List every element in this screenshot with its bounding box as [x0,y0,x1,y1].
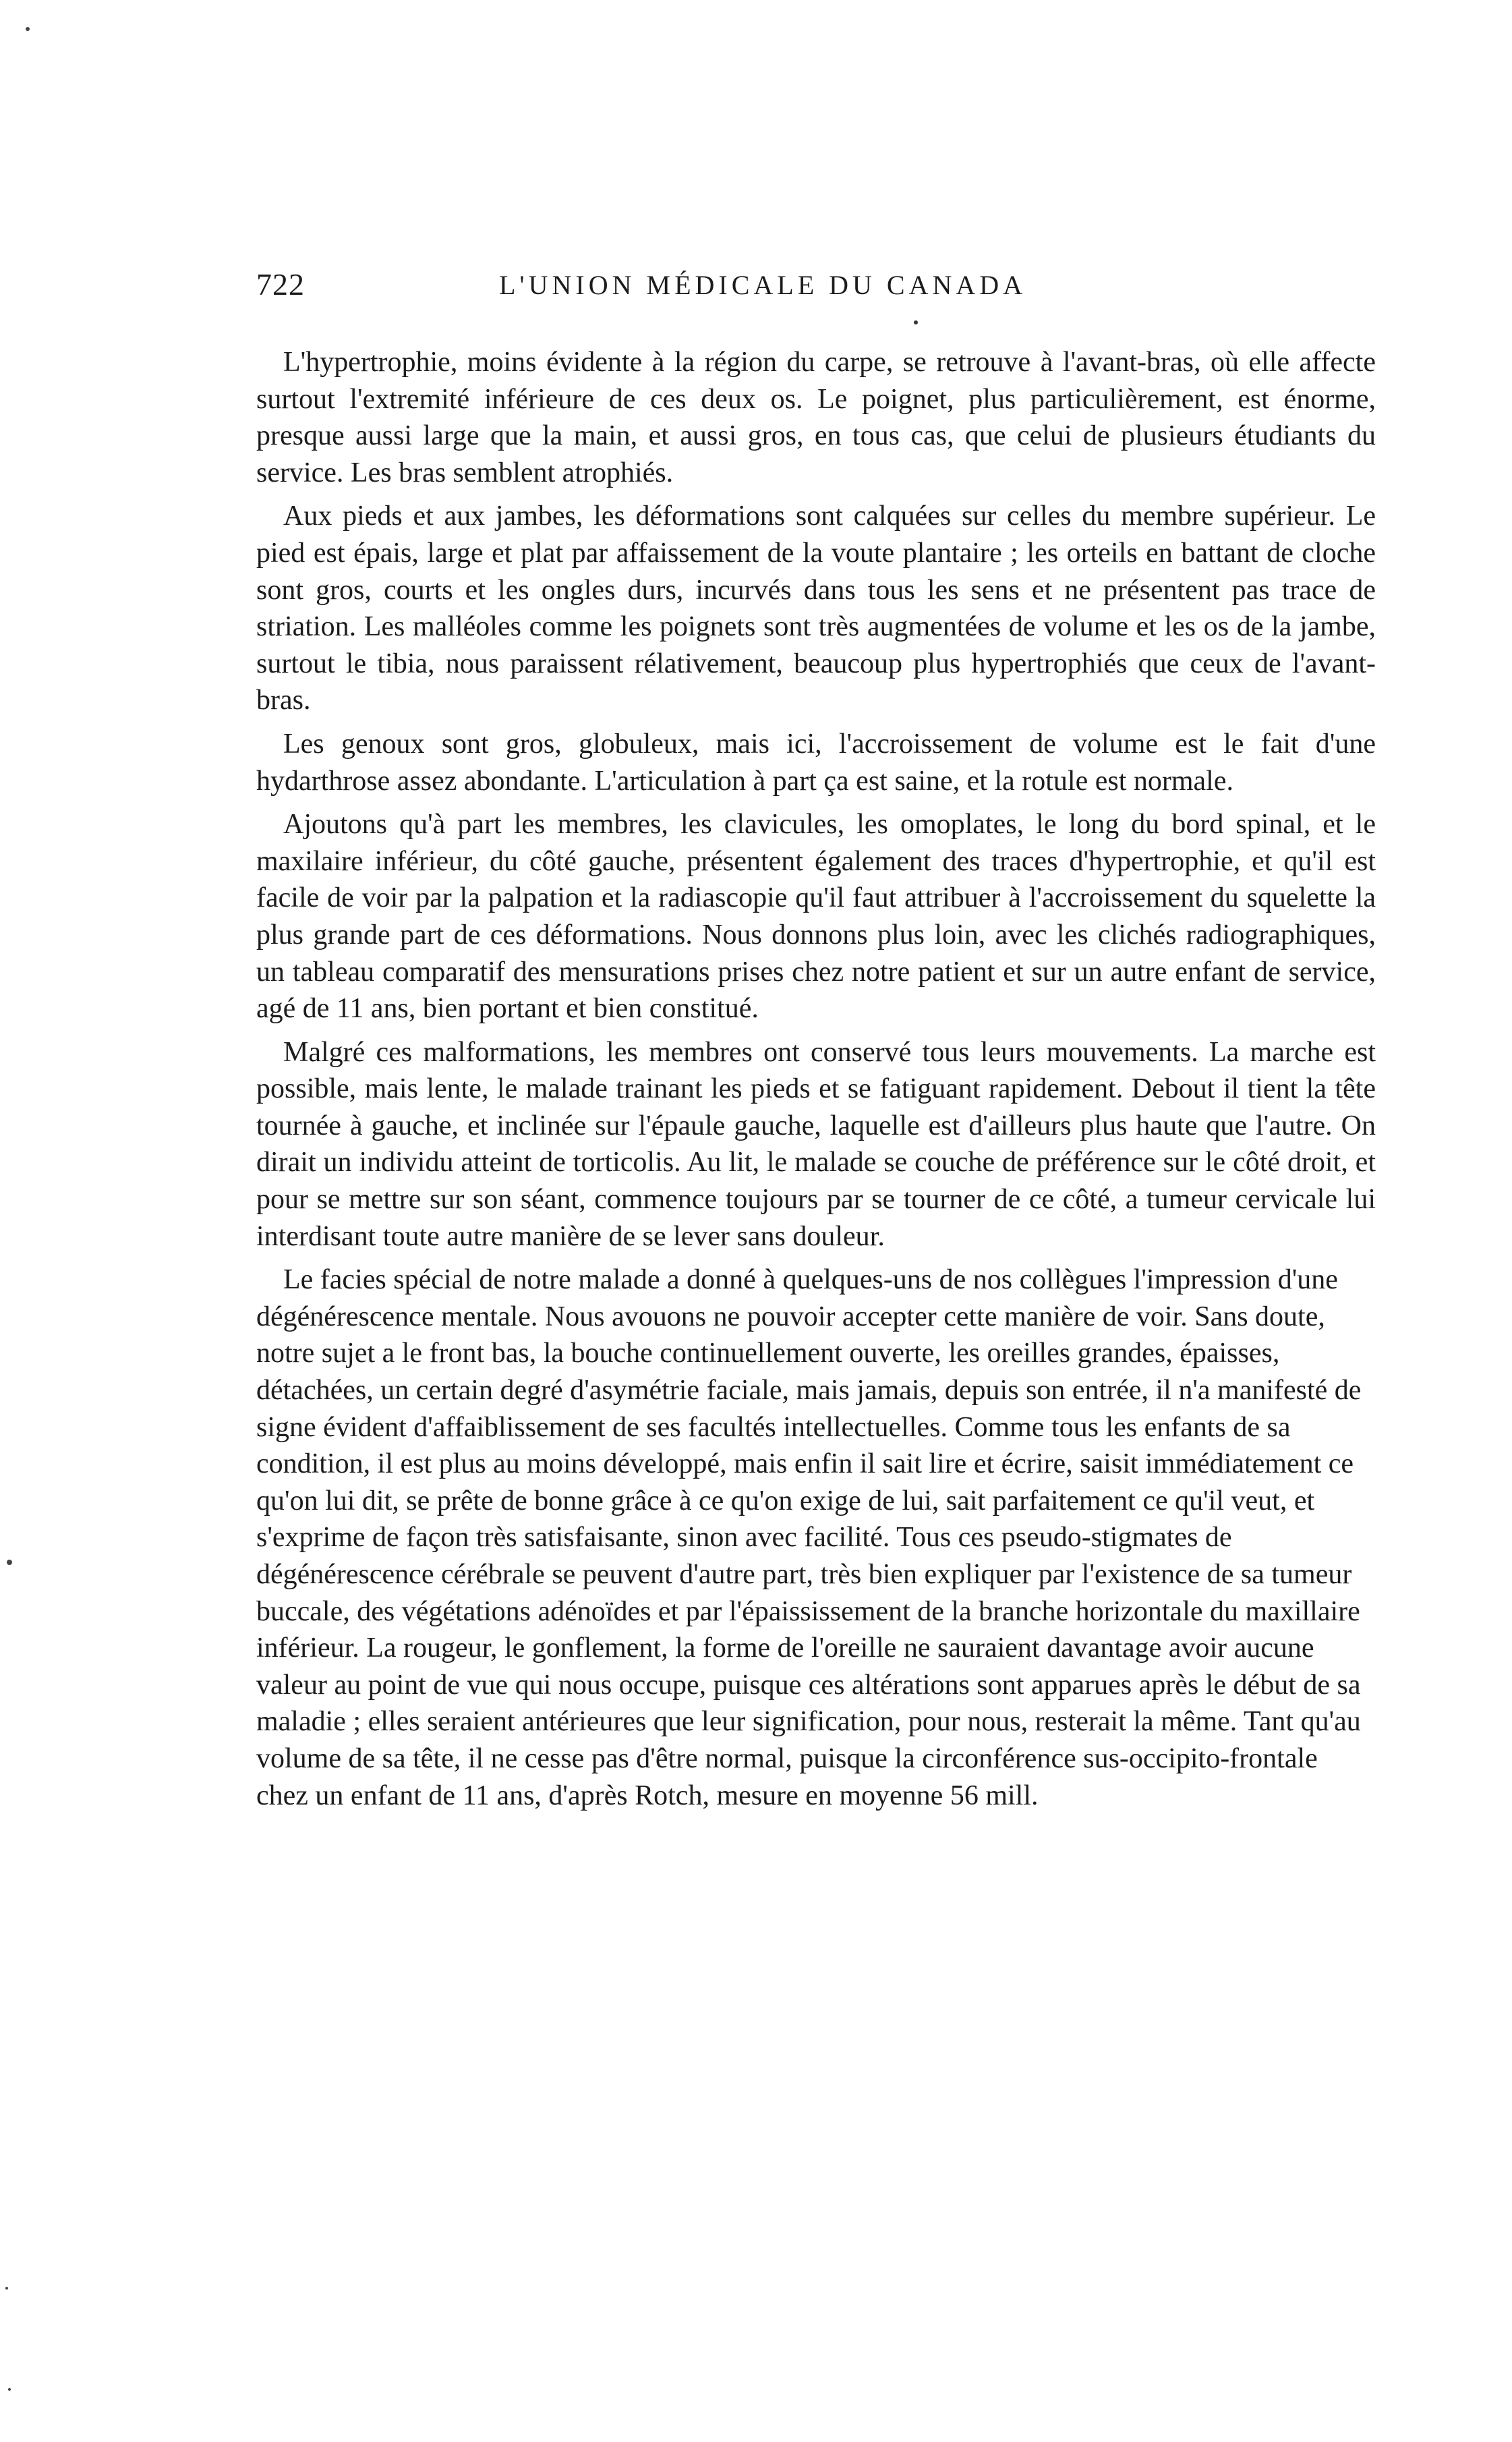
running-head: L'UNION MÉDICALE DU CANADA [499,270,1027,300]
paragraph-feet-and-legs: Aux pieds et aux jambes, les déformations sont calquées sur celles du membre supérieur. Le pied est épais, large et plat par affaissement de la voute plantaire ; les orteils en battant de cloche sont gros, courts et les ongles durs, incurvés dans tous les sens et ne présentent pas trace de striation. Les malléoles comme les poignets sont très augmentées de volume et les os de la jambe, surtout le tibia, nous paraissent rélativement, beaucoup plus hypertrophiés que ceux de l'avant-bras. [256,501,1376,716]
page-header [256,266,1376,314]
print-speck [7,1560,12,1565]
paragraph-knees: Les genoux sont gros, globuleux, mais ici, l'accroissement de volume est le fait d'une hydarthrose assez abondante. L'articulation à part ça est saine, et la rotule est normale. [256,728,1376,797]
print-speck [5,2287,8,2290]
print-speck [914,320,918,324]
paragraph-other-bones: Ajoutons qu'à part les membres, les clavicules, les omoplates, le long du bord spinal, et le maxilaire inférieur, du côté gauche, présentent également des traces d'hypertrophie, et qu'il est facile de voir par la palpation et la radiascopie qu'il faut attribuer à l'accroissement du squelette la plus grande part de ces déformations. Nous donnons plus loin, avec les clichés radiographiques, un tableau comparatif des mensurations prises chez notre patient et sur un autre enfant de service, agé de 11 ans, bien portant et bien constitué. [256,809,1376,1025]
body-text [256,344,1376,1821]
page-number: 722 [256,267,305,302]
paragraph-movements: Malgré ces malformations, les membres ont conservé tous leurs mouvements. La marche est possible, mais lente, le malade trainant les pieds et se fatiguant rapidement. Debout il tient la tête tournée à gauche, et inclinée sur l'épaule gauche, laquelle est d'ailleurs plus haute que l'autre. On dirait un individu atteint de torticolis. Au lit, le malade se couche de préférence sur le côté droit, et pour se mettre sur son séant, commence toujours par se tourner de ce côté, a tumeur cervicale lui interdisant toute autre manière de se lever sans douleur. [256,1036,1376,1252]
print-speck [8,2388,11,2391]
paragraph-facies: Le facies spécial de notre malade a donné à quelques-uns de nos collègues l'impression d'une dégénérescence mentale. Nous avouons ne pouvoir accepter cette manière de voir. Sans doute, notre sujet a le front bas, la bouche continuellement ouverte, les oreilles grandes, épaisses, détachées, un certain degré d'asymétrie faciale, mais jamais, depuis son entrée, il n'a manifesté de signe évident d'affaiblissement de ses facultés intellectuelles. Comme tous les enfants de sa condition, il est plus au moins développé, mais enfin il sait lire et écrire, saisit immédiatement ce qu'on lui dit, se prête de bonne grâce à ce qu'on exige de lui, sait parfaitement ce qu'il veut, et s'exprime de façon très satisfaisante, sinon avec facilité. Tous ces pseudo-stigmates de dégénérescence cérébrale se peuvent d'autre part, très bien expliquer par l'existence de sa tumeur buccale, des végétations adénoïdes et par l'épaississement de la branche horizontale du maxillaire inférieur. La rougeur, le gonflement, la forme de l'oreille ne sauraient davantage avoir aucune valeur au point de vue qui nous occupe, puisque ces altérations sont apparues après le début de sa maladie ; elles seraient antérieures que leur signification, pour nous, resterait la même. Tant qu'au volume de sa tête, il ne cesse pas d'être normal, puisque la circonférence sus-occipito-frontale chez un enfant de 11 ans, d'après Rotch, mesure en moyenne 56 mill. [256,1264,1362,1811]
print-speck [26,27,30,31]
paragraph-forearm-hypertrophy: L'hypertrophie, moins évidente à la région du carpe, se retrouve à l'avant-bras, où elle affecte surtout l'extremité inférieure de ces deux os. Le poignet, plus particulièrement, est énorme, presque aussi large que la main, et aussi gros, en tous cas, que celui de plusieurs étudiants du service. Les bras semblent atrophiés. [256,347,1376,488]
